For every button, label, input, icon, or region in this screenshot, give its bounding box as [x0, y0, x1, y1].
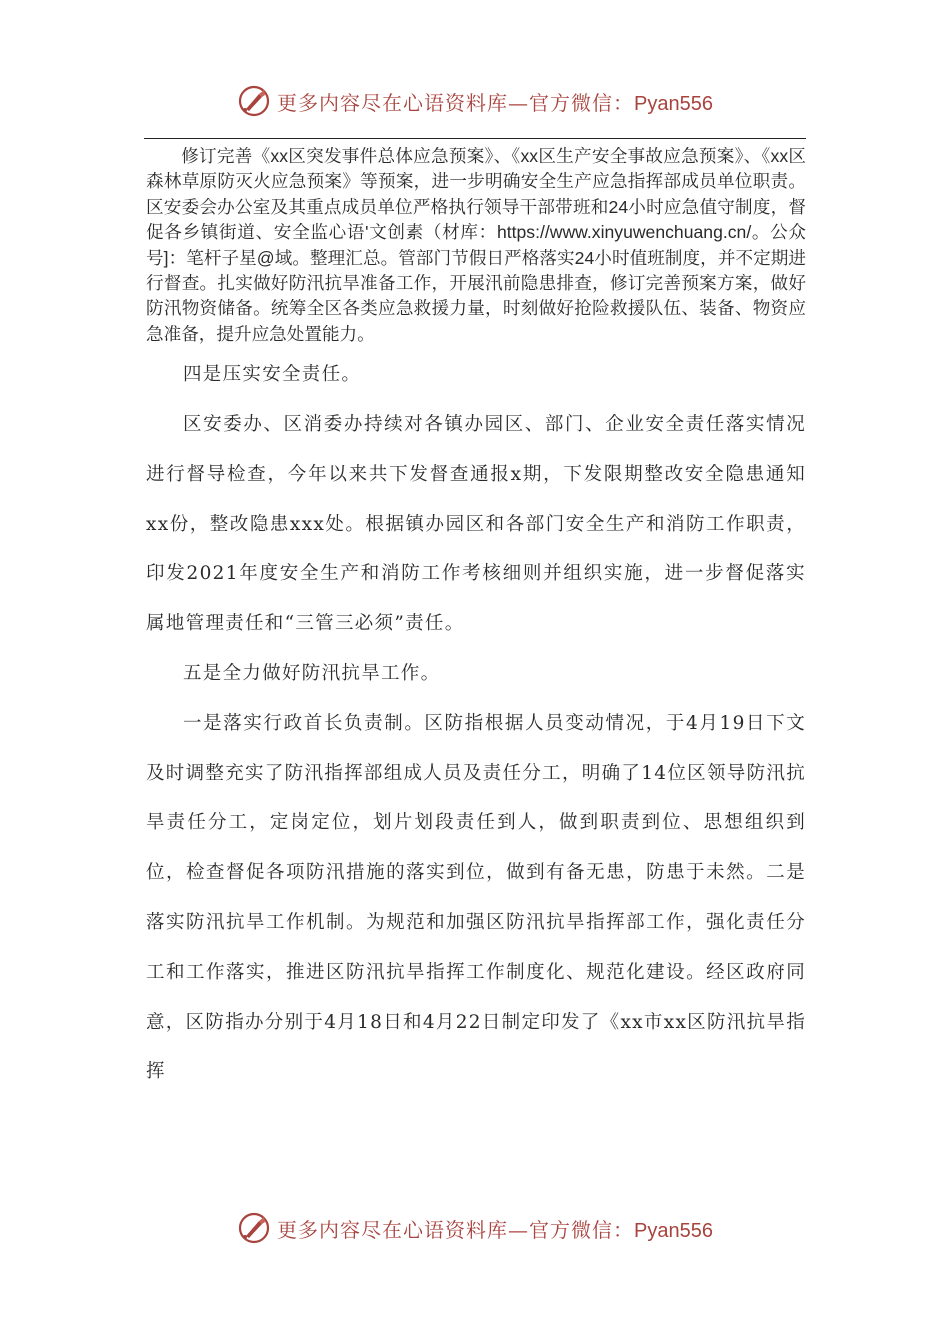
document-body	[146, 144, 806, 1097]
heading-four: 四是压实安全责任。	[183, 364, 362, 386]
heading-five: 五是全力做好防汛抗旱工作。	[183, 663, 441, 685]
footer-banner	[0, 1211, 950, 1251]
paragraph-emergency-plans: 修订完善《xx区突发事件总体应急预案》、《xx区生产安全事故应急预案》、《xx区森林草原防灭火应急预案》等预案，进一步明确安全生产应急指挥部成员单位职责。区安委会办公室及其重点成员单位严格执行领导干部带班和24小时应急值守制度，督促各乡镇街道、安全监心语'文创素（材库：https://www.xinyuwenchuang.cn/。公众号]：笔杆子星@域。整理汇总。管部门节假日严格落实24小时值班制度，并不定期进行督查。扎实做好防汛抗旱准备工作，开展汛前隐患排查，修订完善预案方案，做好防汛物资储备。统筹全区各类应急救援力量，时刻做好抢险救援队伍、装备、物资应急准备，提升应急处置能力。	[146, 146, 806, 344]
header-wechat-id: Pyan556	[634, 92, 713, 115]
footer-banner-text: 更多内容尽在心语资料库—官方微信：	[277, 1217, 635, 1242]
header-banner-text: 更多内容尽在心语资料库—官方微信：	[277, 90, 635, 115]
header-divider	[144, 138, 806, 139]
paragraph-safety-responsibility: 区安委办、区消委办持续对各镇办园区、部门、企业安全责任落实情况进行督导检查，今年以来共下发督查通报x期，下发限期整改安全隐患通知xx份，整改隐患xxx处。根据镇办园区和各部门安全生产和消防工作职责，印发2021年度安全生产和消防工作考核细则并组织实施，进一步督促落实属地管理责任和“三管三必须”责任。	[146, 414, 806, 635]
pen-nib-logo-icon	[237, 1211, 271, 1245]
footer-wechat-id: Pyan556	[634, 1219, 713, 1242]
paragraph-flood-control: 一是落实行政首长负责制。区防指根据人员变动情况，于4月19日下文及时调整充实了防汛指挥部组成人员及责任分工，明确了14位区领导防汛抗旱责任分工，定岗定位，划片划段责任到人，做到职责到位、思想组织到位，检查督促各项防汛措施的落实到位，做到有备无患，防患于未然。二是落实防汛抗旱工作机制。为规范和加强区防汛抗旱指挥部工作，强化责任分工和工作落实，推进区防汛抗旱指挥工作制度化、规范化建设。经区政府同意，区防指办分别于4月18日和4月22日制定印发了《xx市xx区防汛抗旱指挥	[146, 712, 806, 1083]
pen-nib-logo-icon	[237, 84, 271, 118]
header-banner	[0, 84, 950, 124]
